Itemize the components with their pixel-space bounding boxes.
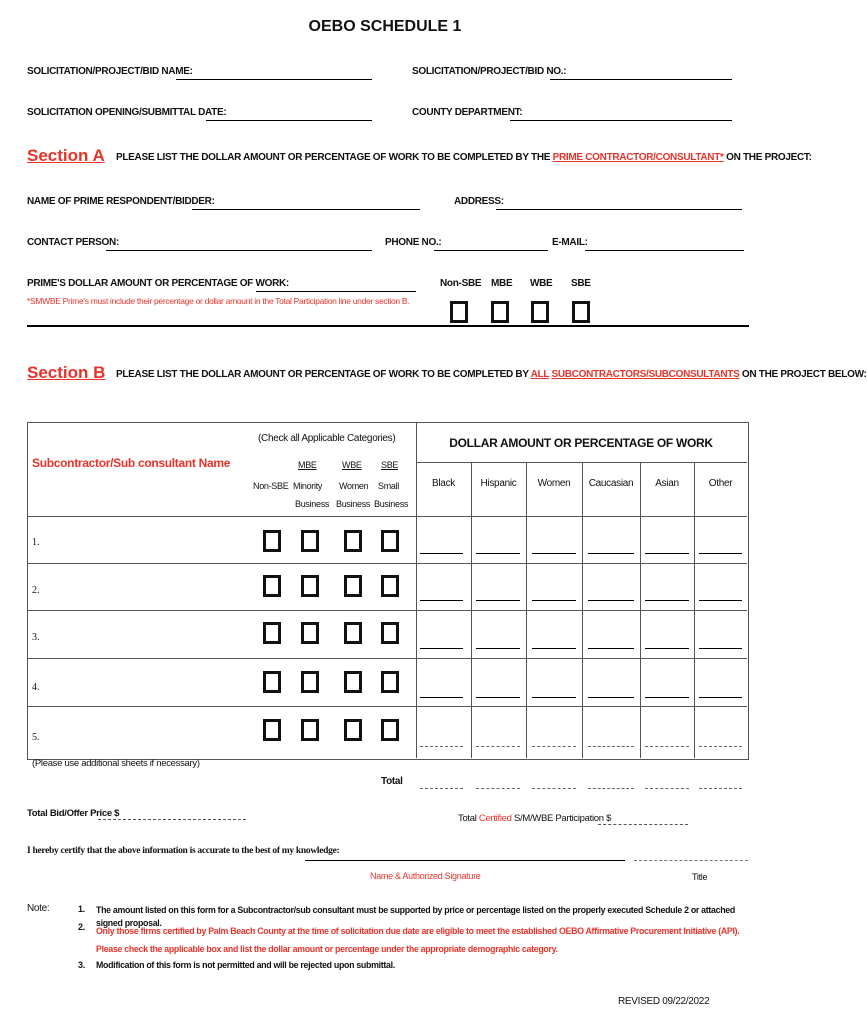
total-amount-field[interactable] [645,788,689,789]
contact-label: CONTACT PERSON: [27,237,119,248]
prime-amount-field[interactable] [256,291,416,292]
cat-label-wbe: WBE [530,278,553,289]
table-divider [27,610,747,611]
participation-label: Total Certified S/M/WBE Participation $ [458,813,612,824]
total-amount-field[interactable] [532,788,576,789]
row-4-wbe-checkbox[interactable] [344,671,362,693]
address-label: ADDRESS: [454,196,504,207]
total-amount-field[interactable] [420,788,463,789]
header-wbe-business: Business [336,499,371,509]
cat-label-nonsbe: Non-SBE [440,278,482,289]
prime-name-field[interactable] [192,209,420,210]
col-caucasian: Caucasian [588,478,634,489]
project-name-label: SOLICITATION/PROJECT/BID NAME: [27,66,193,77]
row-2-nonsbe-checkbox[interactable] [263,575,281,597]
section-a-label: Section A [27,146,105,165]
header-mbe-business: Business [295,499,330,509]
row-1-sbe-checkbox[interactable] [381,530,399,552]
department-label: COUNTY DEPARTMENT: [412,107,523,118]
note-2-text: Only those firms certified by Palm Beach County at the time of solicitation due date are eligible to meet the established OEBO Affirmative Procurement Initiative (API). Please check the applicable box and list the dollar amount or percentage under the appropriate demographic category. [96,926,740,954]
amount-field[interactable] [645,600,689,601]
prime-name-label: NAME OF PRIME RESPONDENT/BIDDER: [27,196,215,207]
prime-wbe-checkbox[interactable] [531,301,549,323]
amount-field[interactable] [699,648,742,649]
col-hispanic: Hispanic [480,478,517,489]
amount-field[interactable] [532,600,576,601]
total-label: Total [381,776,403,787]
row-number: 5. [32,732,40,743]
page-title: OEBO SCHEDULE 1 [308,18,462,35]
total-amount-field[interactable] [588,788,634,789]
note-2-number: 2. [78,922,85,932]
row-1-mbe-checkbox[interactable] [301,530,319,552]
amount-field[interactable] [588,553,634,554]
row-2-sbe-checkbox[interactable] [381,575,399,597]
prime-nonsbe-checkbox[interactable] [450,301,468,323]
amount-field[interactable] [532,648,576,649]
header-mbe-minority: Minority [293,481,323,491]
email-label: E-MAIL: [552,237,588,248]
header-wbe: WBE [342,460,362,470]
section-b-instruction: PLEASE LIST THE DOLLAR AMOUNT OR PERCENTAGE OF WORK TO BE COMPLETED BY ALL SUBCONTRACTORS/SUBCONSULTANTS ON THE PROJECT BELOW: [116,369,867,380]
bid-price-label: Total Bid/Offer Price $ [27,808,120,819]
amount-field[interactable] [476,553,520,554]
note-1-text: The amount listed on this form for a Subcontractor/sub consultant must be supported by price or percentage listed on the properly executed Schedule 2 or attached signed proposal. [96,905,735,928]
table-divider [416,462,417,758]
cat-label-sbe: SBE [571,278,591,289]
header-sbe: SBE [381,460,399,470]
table-divider [694,462,695,758]
row-5-mbe-checkbox[interactable] [301,719,319,741]
amount-header: DOLLAR AMOUNT OR PERCENTAGE OF WORK [449,436,713,450]
row-number: 1. [32,537,40,548]
email-field[interactable] [585,250,744,251]
row-3-wbe-checkbox[interactable] [344,622,362,644]
amount-field[interactable] [420,746,463,747]
row-1-nonsbe-checkbox[interactable] [263,530,281,552]
table-divider [27,706,747,707]
amount-field[interactable] [699,553,742,554]
amount-field[interactable] [476,648,520,649]
row-5-wbe-checkbox[interactable] [344,719,362,741]
amount-field[interactable] [476,600,520,601]
additional-sheets-note: (Please use additional sheets if necessary) [32,758,200,769]
row-3-nonsbe-checkbox[interactable] [263,622,281,644]
col-black: Black [432,478,455,489]
bid-price-field[interactable] [98,819,246,820]
amount-field[interactable] [588,746,634,747]
row-number: 2. [32,585,40,596]
amount-field[interactable] [699,746,742,747]
amount-field[interactable] [645,746,689,747]
note-3-text: Modification of this form is not permitted and will be rejected upon submittal. [96,960,395,970]
row-number: 4. [32,682,40,693]
amount-field[interactable] [532,553,576,554]
amount-field[interactable] [588,648,634,649]
contact-field[interactable] [106,250,372,251]
table-divider [27,658,747,659]
address-field[interactable] [496,209,742,210]
signature-field[interactable] [305,860,625,861]
project-name-field[interactable] [176,79,372,80]
title-field[interactable] [634,860,748,861]
header-sbe-business: Business [374,499,409,509]
participation-field[interactable] [598,824,688,825]
row-3-mbe-checkbox[interactable] [301,622,319,644]
amount-field[interactable] [420,600,463,601]
section-a-note: *SMWBE Prime's must include their percentage or dollar amount in the Total Participation line under section B. [27,296,410,306]
section-divider [27,325,749,327]
prime-amount-label: PRIME'S DOLLAR AMOUNT OR PERCENTAGE OF WORK: [27,278,289,289]
amount-field[interactable] [588,600,634,601]
section-a-instruction: PLEASE LIST THE DOLLAR AMOUNT OR PERCENTAGE OF WORK TO BE COMPLETED BY THE PRIME CONTRACTOR/CONSULTANT* ON THE PROJECT: [116,152,812,163]
row-4-nonsbe-checkbox[interactable] [263,671,281,693]
row-number: 3. [32,632,40,643]
row-3-sbe-checkbox[interactable] [381,622,399,644]
total-amount-field[interactable] [476,788,520,789]
amount-field[interactable] [588,697,634,698]
project-no-field[interactable] [550,79,732,80]
amount-field[interactable] [645,697,689,698]
amount-field[interactable] [476,697,520,698]
header-wbe-women: Women [339,481,369,491]
amount-field[interactable] [699,600,742,601]
table-divider [582,462,583,758]
table-divider [640,462,641,758]
total-amount-field[interactable] [699,788,742,789]
cat-label-mbe: MBE [491,278,513,289]
amount-field[interactable] [420,648,463,649]
subcontractor-name-header: Subcontractor/Sub consultant Name [32,456,231,470]
amount-field[interactable] [645,648,689,649]
row-4-sbe-checkbox[interactable] [381,671,399,693]
check-categories-header: (Check all Applicable Categories) [258,433,396,444]
table-divider [27,516,747,517]
note-3-number: 3. [78,960,85,970]
project-no-label: SOLICITATION/PROJECT/BID NO.: [412,66,567,77]
prime-mbe-checkbox[interactable] [491,301,509,323]
phone-label: PHONE NO.: [385,237,442,248]
table-divider [27,563,747,564]
amount-field[interactable] [699,697,742,698]
row-2-wbe-checkbox[interactable] [344,575,362,597]
row-2-mbe-checkbox[interactable] [301,575,319,597]
note-label: Note: [27,903,50,914]
row-5-sbe-checkbox[interactable] [381,719,399,741]
amount-field[interactable] [532,697,576,698]
title-label: Title [692,872,708,882]
signature-label: Name & Authorized Signature [370,871,481,881]
row-5-nonsbe-checkbox[interactable] [263,719,281,741]
department-field[interactable] [510,120,732,121]
row-4-mbe-checkbox[interactable] [301,671,319,693]
certify-statement: I hereby certify that the above information is accurate to the best of my knowledge: [27,846,340,856]
col-asian: Asian [655,478,679,489]
phone-field[interactable] [434,250,548,251]
col-other: Other [708,478,733,489]
amount-field[interactable] [645,553,689,554]
amount-field[interactable] [532,746,576,747]
note-1-number: 1. [78,904,85,914]
amount-field[interactable] [476,746,520,747]
section-b-label: Section B [27,363,106,382]
amount-field[interactable] [420,553,463,554]
header-mbe: MBE [298,460,317,470]
prime-sbe-checkbox[interactable] [572,301,590,323]
col-women: Women [537,478,571,489]
opening-date-label: SOLICITATION OPENING/SUBMITTAL DATE: [27,107,227,118]
amount-field[interactable] [420,697,463,698]
table-divider [526,462,527,758]
header-nonsbe: Non-SBE [253,481,289,491]
table-divider [471,462,472,758]
opening-date-field[interactable] [206,120,372,121]
header-sbe-small: Small [378,481,400,491]
revised-date: REVISED 09/22/2022 [618,996,710,1007]
row-1-wbe-checkbox[interactable] [344,530,362,552]
